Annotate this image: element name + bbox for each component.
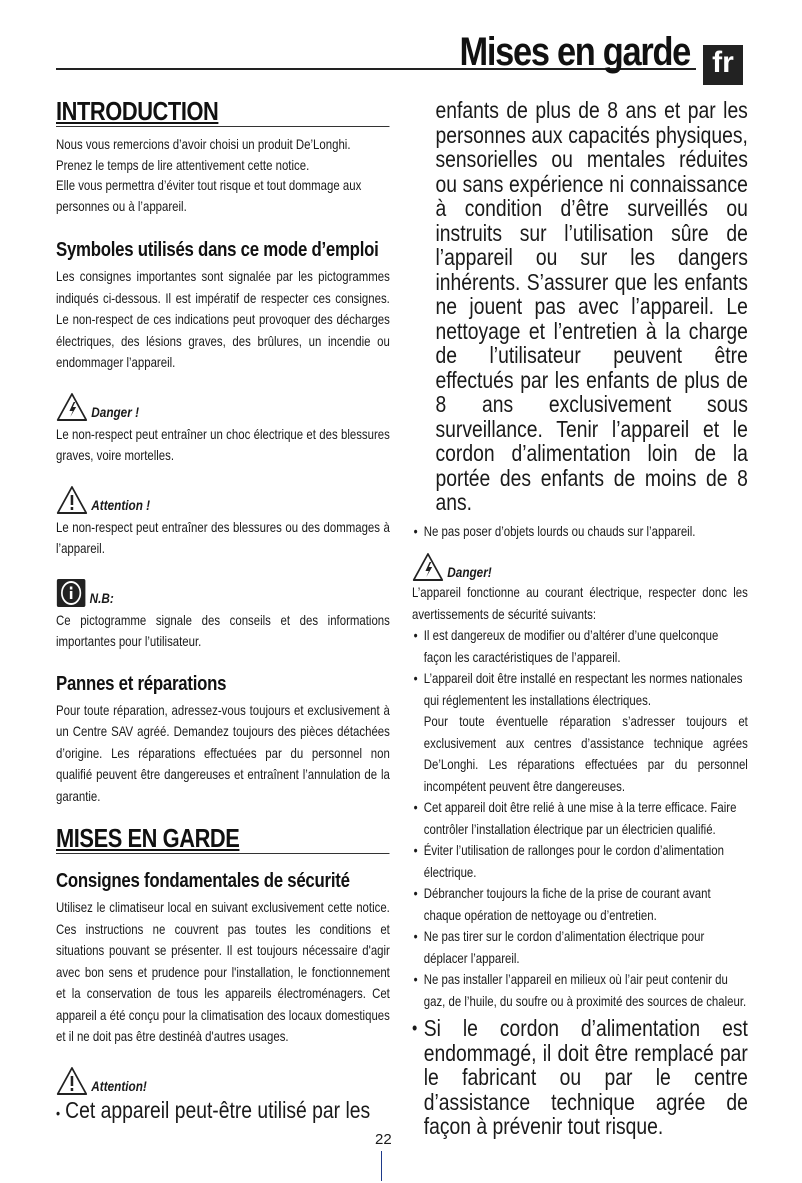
info-icon [56, 578, 86, 608]
intro-line: Prenez le temps de lire attentivement cette notice. [56, 157, 310, 173]
cord-warning: • Si le cordon d’alimentation est endommagé, il doit être remplacé par le fabricant ou par le centre d’assistance technique agrée de façon à prévenir tout risque. [412, 1015, 748, 1139]
danger2-label: Danger! [447, 564, 492, 580]
danger-row [56, 392, 390, 422]
danger2-text: L’appareil fonctionne au courant électrique, respecter donc les avertissements de sécurité suivants: [412, 585, 748, 622]
danger-label: Danger ! [91, 403, 139, 420]
introduction-heading-text: INTRODUCTION [56, 96, 219, 126]
intro-line: Nous vous remercions d’avoir choisi un produit De’Longhi. [56, 137, 351, 152]
attention2-row [56, 1066, 390, 1096]
attention-warning-icon [56, 485, 88, 515]
safety-text: Utilisez le climatiseur local en suivant exclusivement cette notice. Ces instructions ne couvrent pas toutes les conditions et situations pouvant se présenter. Il est toujours nécessaire d'agir avec bon sens et prudence pour l'installation, le fonctionnement et la conservation de tous les appareils électroménagers. Cet appareil a été conçu pour la climatisation des locaux domestiques et il ne doit pas être destinéà d'autres usages. [56, 900, 390, 1044]
page-line [381, 1151, 382, 1181]
repair-note: Pour toute éventuelle réparation s’adresser toujours et exclusivement aux centres d’assistance technique agrées De’Longhi. Les réparations effectuées par du personnel incompétent peuvent être dangereuses. [423, 714, 748, 794]
danger2-row [412, 552, 748, 582]
list-item: • Ne pas poser d’objets lourds ou chauds sur l’appareil. [413, 523, 696, 539]
list-item: • Il est dangereux de modifier ou d’altérer d’une quelconque façon les caractéristiques de l’appareil. [413, 628, 719, 665]
page-title: Mises en garde [459, 30, 690, 74]
danger-text: Le non-respect peut entraîner un choc électrique et des blessures graves, voire mortelles. [56, 426, 390, 463]
list-item: • Ne pas installer l’appareil en milieux où l’air peut contenir du gaz, de l’huile, du soufre ou à proximité des sources de chaleur. [413, 972, 747, 1009]
language-badge: fr [703, 45, 743, 85]
list-item: • L’appareil doit être installé en respectant les normes nationales qui réglementent les installations électriques. [413, 671, 743, 708]
introduction-text [56, 135, 390, 217]
introduction-heading [56, 96, 390, 131]
nb-text: Ce pictogramme signale des conseils et des informations importantes pour l’utilisateur. [56, 612, 390, 649]
attention-row [56, 485, 390, 515]
warnings-heading-text: MISES EN GARDE [56, 823, 240, 853]
symbols-text: Les consignes importantes sont signalée par les pictogrammes indiqués ci-dessous. Il est impératif de respecter ces consignes. Le non-respect de ces indications peut provoquer des décharges électriques, des lésions graves, des brûlures, un incendie ou endommager l’appareil. [56, 269, 390, 370]
list-item: • Ne pas tirer sur le cordon d’alimentation électrique pour déplacer l’appareil. [413, 929, 705, 966]
children-text-start: • Cet appareil peut-être utilisé par les [56, 1096, 371, 1123]
heavy-objects-list [412, 521, 748, 543]
list-item: • Éviter l’utilisation de rallonges pour le cordon d’alimentation électrique. [413, 843, 724, 880]
attention-text: Le non-respect peut entraîner des blessures ou des dommages à l’appareil. [56, 519, 390, 556]
repairs-text: Pour toute réparation, adressez-vous toujours et exclusivement à un Centre SAV agréé. Demandez toujours des pièces détachées d’origine. Les réparations effectuées par du personnel non qualifié peuvent être dangereuses et entraînent l’annulation de la garantie. [56, 702, 390, 804]
nb-row [56, 578, 390, 608]
safety-list [412, 797, 748, 1012]
page-number: 22 [375, 1131, 392, 1148]
list-item: • Débrancher toujours la fiche de la prise de courant avant chaque opération de nettoyage ou d’entretien. [413, 886, 711, 923]
attention2-label: Attention! [91, 1077, 147, 1094]
list-item: • Cet appareil doit être relié à une mise à la terre efficace. Faire contrôler l’installation électrique par un électricien qualifié. [413, 800, 737, 837]
warnings-heading [56, 823, 390, 858]
danger-warning-icon [56, 392, 88, 422]
repairs-heading: Pannes et réparations [56, 672, 227, 695]
children-start: Cet appareil peut-être utilisé par les [65, 1096, 371, 1123]
right-column [412, 98, 748, 1139]
nb-label: N.B: [89, 589, 114, 606]
attention-label: Attention ! [91, 496, 151, 513]
symbols-heading: Symboles utilisés dans ce mode d’emploi [56, 239, 379, 261]
children-text-continued: enfants de plus de 8 ans et par les personnes aux capacités physiques, sensorielles ou mentales réduites ou sans expérience ni connaissance à condition d’être surveillés ou instruits sur l’utilisation sûre de l’appareil ou sur les dangers inhérents. S’assurer que les enfants ne jouent pas avec l’appareil. Le nettoyage et l’entretien à la charge de l’utilisateur peuvent être effectués par les enfants de plus de 8 ans exclusivement sous surveillance. Tenir l’appareil et le cordon d’alimentation loin de la portée des enfants de moins de 8 ans. [435, 97, 748, 515]
intro-line: Elle vous permettra d’éviter tout risque et tout dommage aux personnes ou à l’appareil. [56, 178, 362, 214]
cord-text: Si le cordon d’alimentation est endommagé, il doit être remplacé par le fabricant ou par le centre d’assistance technique agrée de façon à prévenir tout risque. [423, 1015, 748, 1139]
electrical-list [412, 625, 748, 711]
attention-warning-icon [56, 1066, 88, 1096]
danger-warning-icon [412, 552, 444, 582]
left-column [56, 96, 390, 1125]
safety-heading: Consignes fondamentales de sécurité [56, 870, 350, 892]
